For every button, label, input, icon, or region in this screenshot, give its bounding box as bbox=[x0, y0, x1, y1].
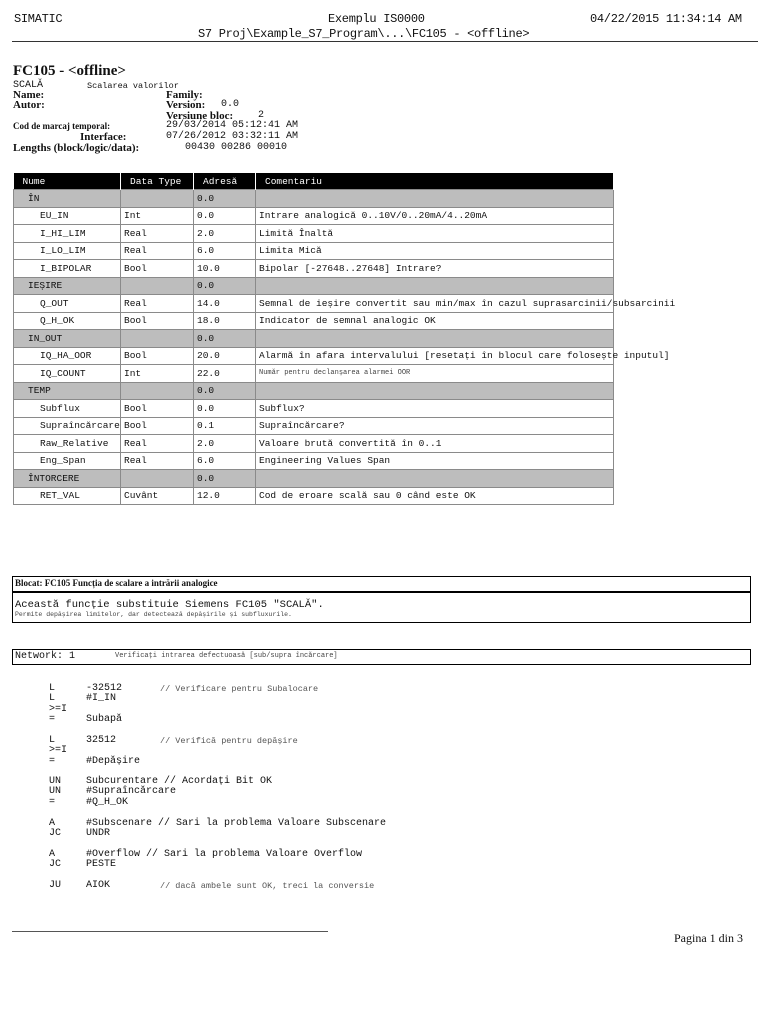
code-op: = bbox=[49, 797, 56, 808]
cell-name: IN_OUT bbox=[14, 330, 121, 348]
code-op: >=I bbox=[49, 704, 68, 715]
cell-comment: Bipolar [-27648..27648] Intrare? bbox=[256, 260, 614, 278]
cell-name: Q_OUT bbox=[14, 295, 121, 313]
cell-name: I_LO_LIM bbox=[14, 242, 121, 260]
cell-address: 0.0 bbox=[194, 277, 256, 295]
block-heading: Blocat: FC105 Funcția de scalare a intrării analogice bbox=[15, 578, 218, 588]
table-row bbox=[14, 225, 614, 243]
col-header-datatype: Data Type bbox=[121, 173, 194, 190]
cell-address: 20.0 bbox=[194, 347, 256, 365]
cell-datatype bbox=[121, 470, 194, 488]
cell-name: Raw_Relative bbox=[14, 435, 121, 453]
cell-datatype: Cuvânt bbox=[121, 487, 194, 505]
cell-datatype: Real bbox=[121, 225, 194, 243]
code-comment: // dacă ambele sunt OK, treci la conversie bbox=[160, 881, 375, 891]
symbol-label: SCALĂ bbox=[13, 80, 44, 91]
cell-datatype: Bool bbox=[121, 312, 194, 330]
code-arg: #Depășire bbox=[86, 756, 141, 767]
code-op: L bbox=[49, 735, 56, 746]
cell-datatype: Real bbox=[121, 452, 194, 470]
code-comment: // Verifică pentru depășire bbox=[160, 736, 298, 746]
cell-address: 0.0 bbox=[194, 382, 256, 400]
cell-name: Q_H_OK bbox=[14, 312, 121, 330]
cell-name: Subflux bbox=[14, 400, 121, 418]
block-subdescription: Permite depășirea limitelor, dar detectează depășirile și subfluxurile. bbox=[15, 611, 292, 618]
cell-address: 0.0 bbox=[194, 400, 256, 418]
cell-address: 6.0 bbox=[194, 452, 256, 470]
cell-name: TEMP bbox=[14, 382, 121, 400]
code-op: UN bbox=[49, 776, 62, 787]
block-description-box bbox=[12, 592, 751, 623]
cell-datatype: Bool bbox=[121, 400, 194, 418]
code-comment: // Verificare pentru Subalocare bbox=[160, 684, 319, 694]
code-arg: #Subscenare // Sari la problema Valoare Subscenare bbox=[86, 818, 387, 829]
table-row bbox=[14, 417, 614, 435]
table-row bbox=[14, 487, 614, 505]
timestamp-code: 29/03/2014 05:12:41 AM bbox=[166, 120, 299, 131]
cell-datatype: Bool bbox=[121, 417, 194, 435]
timestamp-label: Cod de marcaj temporal: bbox=[13, 121, 111, 131]
cell-datatype: Bool bbox=[121, 260, 194, 278]
code-op: L bbox=[49, 683, 56, 694]
cell-name: ÎNTORCERE bbox=[14, 470, 121, 488]
table-section-row bbox=[14, 382, 614, 400]
cell-name: IEȘIRE bbox=[14, 277, 121, 295]
cell-comment: Intrare analogică 0..10V/0..20mA/4..20mA bbox=[256, 207, 614, 225]
cell-address: 6.0 bbox=[194, 242, 256, 260]
cell-comment: Alarmă în afara intervalului [resetați în blocul care folosește inputul] bbox=[256, 347, 614, 365]
cell-comment: Număr pentru declanșarea alarmei OOR bbox=[256, 365, 614, 383]
table-row bbox=[14, 400, 614, 418]
code-arg: #Q_H_OK bbox=[86, 797, 129, 808]
cell-comment: Subflux? bbox=[256, 400, 614, 418]
cell-address: 14.0 bbox=[194, 295, 256, 313]
cell-name: IQ_COUNT bbox=[14, 365, 121, 383]
table-section-row bbox=[14, 470, 614, 488]
block-title: FC105 - <offline> bbox=[13, 63, 126, 79]
cell-address: 12.0 bbox=[194, 487, 256, 505]
cell-datatype: Real bbox=[121, 242, 194, 260]
code-op: JC bbox=[49, 828, 62, 839]
code-arg: -32512 bbox=[86, 683, 123, 694]
code-op: JU bbox=[49, 880, 62, 891]
col-header-address: Adresă bbox=[194, 173, 256, 190]
cell-datatype: Real bbox=[121, 435, 194, 453]
cell-name: IQ_HA_OOR bbox=[14, 347, 121, 365]
cell-name: EU_IN bbox=[14, 207, 121, 225]
cell-comment: Valoare brută convertită în 0..1 bbox=[256, 435, 614, 453]
variable-table bbox=[13, 173, 676, 505]
table-row bbox=[14, 295, 614, 313]
version-label: Version: bbox=[166, 99, 206, 111]
table-row bbox=[14, 242, 614, 260]
interface-value: 07/26/2012 03:32:11 AM bbox=[166, 131, 299, 142]
code-arg: 32512 bbox=[86, 735, 117, 746]
header-product: SIMATIC bbox=[14, 12, 63, 26]
cell-datatype: Int bbox=[121, 207, 194, 225]
header-path: S7 Proj\Example_S7_Program\...\FC105 - <offline> bbox=[198, 27, 530, 41]
table-section-row bbox=[14, 190, 614, 208]
cell-datatype: Int bbox=[121, 365, 194, 383]
table-row bbox=[14, 260, 614, 278]
code-op: UN bbox=[49, 786, 62, 797]
interface-label: Interface: bbox=[80, 131, 127, 143]
table-row bbox=[14, 452, 614, 470]
cell-address: 10.0 bbox=[194, 260, 256, 278]
code-arg: PESTE bbox=[86, 859, 117, 870]
table-section-row bbox=[14, 330, 614, 348]
code-arg: Subapă bbox=[86, 714, 123, 725]
header-datetime: 04/22/2015 11:34:14 AM bbox=[590, 12, 742, 26]
table-row bbox=[14, 207, 614, 225]
lengths-value: 00430 00286 00010 bbox=[185, 142, 288, 153]
cell-name: I_BIPOLAR bbox=[14, 260, 121, 278]
cell-comment: Cod de eroare scală sau 0 când este OK bbox=[256, 487, 614, 505]
code-arg: AIOK bbox=[86, 880, 111, 891]
header-divider bbox=[12, 41, 758, 42]
block-version-value: 2 bbox=[258, 110, 265, 121]
cell-comment: Engineering Values Span bbox=[256, 452, 614, 470]
cell-comment bbox=[256, 277, 614, 295]
cell-datatype bbox=[121, 277, 194, 295]
page-number: Pagina 1 din 3 bbox=[674, 931, 743, 945]
code-arg: #Supraîncărcare bbox=[86, 786, 177, 797]
symbol-comment: Scalarea valorilor bbox=[87, 81, 179, 91]
cell-comment bbox=[256, 470, 614, 488]
cell-address: 0.0 bbox=[194, 190, 256, 208]
cell-name: Eng_Span bbox=[14, 452, 121, 470]
code-arg: #I_IN bbox=[86, 693, 117, 704]
cell-name: Supraîncărcare bbox=[14, 417, 121, 435]
network-comment: Verificați intrarea defectuoasă [sub/supra încărcare] bbox=[115, 652, 338, 660]
cell-datatype bbox=[121, 330, 194, 348]
code-arg: UNDR bbox=[86, 828, 111, 839]
cell-address: 0.1 bbox=[194, 417, 256, 435]
code-op: A bbox=[49, 849, 56, 860]
table-header bbox=[14, 173, 614, 190]
table-row bbox=[14, 347, 614, 365]
table-row bbox=[14, 435, 614, 453]
cell-name: ÎN bbox=[14, 190, 121, 208]
footer-divider bbox=[12, 931, 328, 932]
network-label: Network: 1 bbox=[15, 651, 76, 662]
cell-datatype bbox=[121, 382, 194, 400]
cell-address: 0.0 bbox=[194, 207, 256, 225]
author-label: Autor: bbox=[13, 99, 45, 111]
block-version-label: Versiune bloc: bbox=[166, 110, 234, 122]
cell-comment bbox=[256, 382, 614, 400]
cell-comment bbox=[256, 330, 614, 348]
block-heading-box bbox=[12, 576, 751, 592]
cell-address: 0.0 bbox=[194, 330, 256, 348]
family-label: Family: bbox=[166, 89, 203, 101]
code-op: >=I bbox=[49, 745, 68, 756]
code-op: JC bbox=[49, 859, 62, 870]
cell-comment: Limită Înaltă bbox=[256, 225, 614, 243]
cell-address: 22.0 bbox=[194, 365, 256, 383]
code-arg: Subcurentare // Acordați Bit OK bbox=[86, 776, 273, 787]
col-header-name: Nume bbox=[14, 173, 121, 190]
cell-comment: Semnal de ieșire convertit sau min/max în cazul suprasarcinii/subsarcinii bbox=[256, 295, 614, 313]
network-box bbox=[12, 649, 751, 665]
code-op: A bbox=[49, 818, 56, 829]
cell-address: 2.0 bbox=[194, 225, 256, 243]
cell-address: 2.0 bbox=[194, 435, 256, 453]
header-project: Exemplu IS0000 bbox=[328, 12, 425, 26]
version-value: 0.0 bbox=[221, 99, 240, 110]
cell-datatype: Bool bbox=[121, 347, 194, 365]
cell-name: RET_VAL bbox=[14, 487, 121, 505]
code-op: = bbox=[49, 756, 56, 767]
table-row bbox=[14, 365, 614, 383]
cell-address: 0.0 bbox=[194, 470, 256, 488]
lengths-label: Lengths (block/logic/data): bbox=[13, 142, 140, 154]
table-section-row bbox=[14, 277, 614, 295]
code-arg: #Overflow // Sari la problema Valoare Overflow bbox=[86, 849, 363, 860]
name-label: Name: bbox=[13, 89, 45, 101]
cell-comment: Indicator de semnal analogic OK bbox=[256, 312, 614, 330]
cell-name: I_HI_LIM bbox=[14, 225, 121, 243]
block-description: Această funcție substituie Siemens FC105 "SCALĂ". bbox=[15, 599, 324, 611]
cell-comment: Limita Mică bbox=[256, 242, 614, 260]
cell-comment bbox=[256, 190, 614, 208]
col-header-comment: Comentariu bbox=[256, 173, 614, 190]
code-op: = bbox=[49, 714, 56, 725]
cell-datatype: Real bbox=[121, 295, 194, 313]
table-row bbox=[14, 312, 614, 330]
cell-comment: Supraîncărcare? bbox=[256, 417, 614, 435]
code-op: L bbox=[49, 693, 56, 704]
cell-address: 18.0 bbox=[194, 312, 256, 330]
cell-datatype bbox=[121, 190, 194, 208]
